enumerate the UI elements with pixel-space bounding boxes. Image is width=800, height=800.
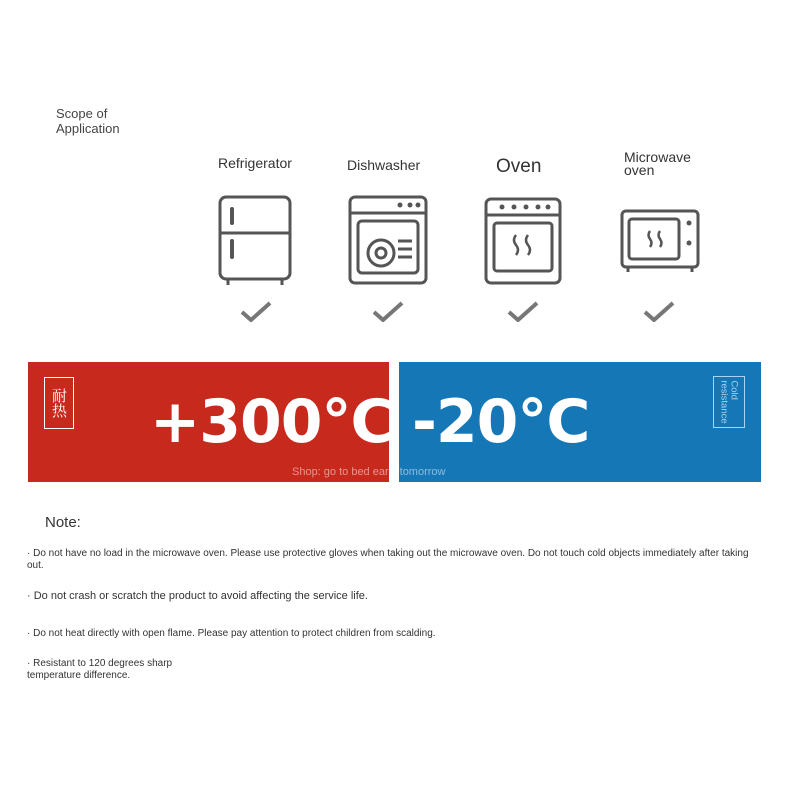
cold-resistance-badge — [713, 376, 745, 428]
dishwasher-icon — [348, 195, 430, 287]
appliance-label: Oven — [496, 156, 542, 177]
note-item: · Do not have no load in the microwave oven. Please use protective gloves when taking out the microwave oven. Do not touch cold objects immediately after taking out. — [27, 548, 749, 571]
check-icon — [642, 300, 676, 324]
appliance-label: Microwave oven — [624, 149, 691, 178]
appliance-label: Dishwasher — [347, 157, 421, 173]
check-icon — [506, 300, 540, 324]
check-icon — [371, 300, 405, 324]
note-item: · Do not crash or scratch the product to avoid affecting the service life. — [27, 590, 368, 602]
note-title: Note: — [45, 514, 81, 531]
refrigerator-icon — [218, 195, 294, 287]
note-item: · Do not heat directly with open flame. Please pay attention to protect children from scalding. — [27, 628, 436, 639]
heat-temperature-value: +300°C — [150, 387, 394, 457]
shop-watermark: Shop: go to bed early tomorrow — [292, 466, 446, 478]
oven-icon — [484, 197, 564, 287]
heat-resistance-badge: 耐热 — [44, 377, 74, 429]
scope-title: Scope of Application — [56, 106, 120, 136]
check-icon — [239, 300, 273, 324]
appliance-label: Refrigerator — [218, 155, 292, 171]
cold-resistance-label: Cold resistance — [719, 380, 741, 424]
note-item: · Resistant to 120 degrees sharp temperature difference. — [27, 658, 173, 681]
cold-temperature-value: -20°C — [412, 387, 590, 457]
microwave-icon — [620, 209, 702, 275]
